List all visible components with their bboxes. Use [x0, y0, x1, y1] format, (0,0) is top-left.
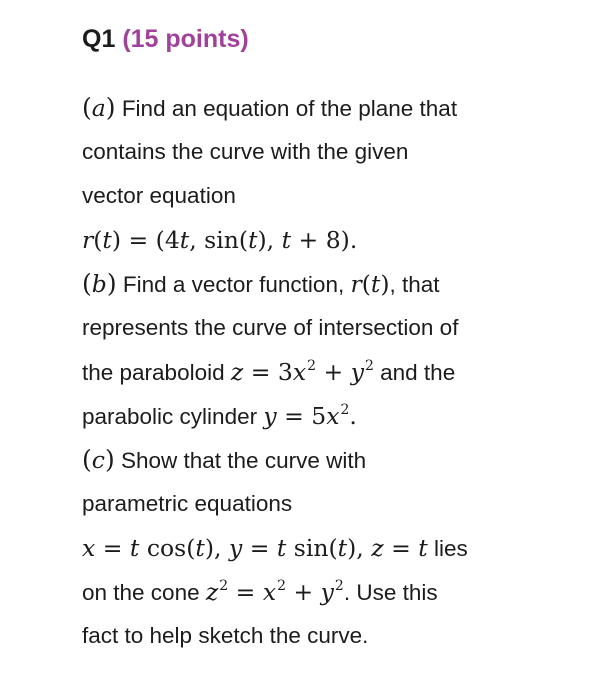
question-number: Q1 [82, 25, 116, 53]
part-b-line-1: (b) Find a vector function, r(t), that [82, 269, 440, 298]
question-points: (15 points) [122, 25, 249, 53]
part-a-line-1: (a) Find an equation of the plane that [82, 93, 458, 122]
part-a-line-2: contains the curve with the given [82, 139, 409, 164]
part-c-line-3: x = t cos(t), y = t sin(t), z = t lies [82, 534, 468, 562]
question-header [82, 22, 249, 56]
part-b-label: b [91, 270, 107, 298]
part-b-line-3: the paraboloid $z = 3x^2 + y^2$ and the [82, 358, 456, 386]
part-a-line-3: vector equation [82, 183, 236, 208]
part-a-text-1: Find an equation of the plane that [121, 96, 458, 121]
part-a-label: a [91, 94, 106, 122]
question-body [82, 86, 552, 658]
part-c-line-5: fact to help sketch the curve. [82, 623, 369, 648]
part-c-line-4: on the cone $z^2 = x^2 + y^2$. Use this [82, 578, 438, 606]
part-b-line-4: parabolic cylinder $y = 5x^2$. [82, 402, 357, 430]
part-c-line-2: parametric equations [82, 491, 293, 516]
part-c-line-1: (c) Show that the curve with [82, 445, 367, 474]
part-c-label: c [91, 446, 105, 474]
part-a-equation: r(t) = (4t, sin(t), t + 8). [82, 226, 358, 254]
part-b-line-2: represents the curve of intersection of [82, 315, 459, 340]
